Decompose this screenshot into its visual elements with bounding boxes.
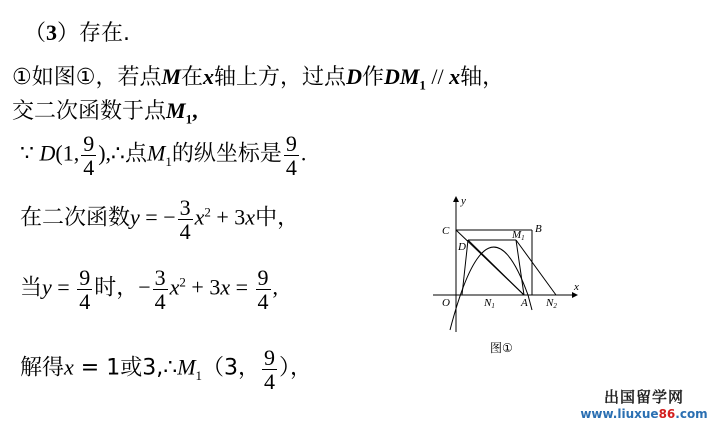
label-O: O — [442, 297, 450, 309]
denominator: 4 — [83, 155, 95, 181]
text-span: = — [230, 274, 254, 300]
var-x: x — [203, 64, 215, 89]
numerator: 3 — [154, 265, 166, 290]
subscript: 1 — [195, 368, 203, 384]
url-part: www.liuxue — [580, 407, 659, 421]
var-M: M — [147, 140, 166, 166]
fraction-9-4 — [284, 132, 299, 179]
text-line-4 — [20, 132, 306, 179]
denominator: 4 — [257, 289, 269, 315]
section-heading — [24, 16, 130, 47]
var-x: x — [220, 274, 231, 300]
heading-number: 3 — [46, 20, 58, 45]
var-M: M — [161, 64, 182, 89]
fraction-9-4 — [77, 266, 92, 313]
label-N1: N1 — [484, 297, 495, 310]
denominator: 4 — [79, 289, 91, 315]
label-A: A — [521, 297, 528, 309]
superscript: 2 — [204, 204, 211, 220]
text-span: 的纵坐标是 — [171, 141, 282, 167]
text-span: 在 — [181, 65, 204, 90]
heading-text: 存在. — [79, 21, 131, 46]
superscript: 2 — [179, 274, 186, 290]
numerator: 9 — [79, 265, 91, 290]
text-span: = − — [139, 204, 176, 230]
var-y: y — [130, 204, 140, 230]
watermark-url — [574, 407, 714, 421]
var-D: D — [346, 64, 362, 89]
text-span: 轴上方，过点 — [214, 65, 347, 90]
denominator: 4 — [154, 289, 166, 315]
numerator: 9 — [285, 131, 297, 156]
denominator: 4 — [285, 155, 297, 181]
comma: , — [272, 274, 279, 300]
text-span: 交二次函数于点 — [12, 99, 167, 124]
text-line-6 — [20, 266, 278, 313]
var-x: x — [245, 204, 256, 230]
figure-caption: 图① — [490, 341, 513, 355]
label-B: B — [535, 223, 542, 235]
var-M: M — [166, 98, 186, 123]
subscript: 1 — [165, 154, 172, 170]
text-span: 轴， — [460, 65, 505, 90]
numerator: 9 — [257, 265, 269, 290]
var-x: x — [64, 354, 74, 380]
denominator: 4 — [179, 219, 191, 245]
var-D: D — [39, 140, 56, 166]
text-span: 时， — [94, 275, 139, 301]
text-span: 如图①，若点 — [31, 65, 162, 90]
therefore-symbol: ∴ — [163, 354, 178, 380]
var-y: y — [42, 274, 52, 300]
label-D: D — [458, 241, 466, 253]
var-DM: DM — [383, 64, 420, 89]
text-span: 作 — [361, 65, 384, 90]
fraction-3-4 — [178, 196, 193, 243]
heading-open-paren: （ — [24, 21, 47, 46]
text-line-2 — [12, 60, 504, 93]
text-span: = 1或3, — [73, 355, 164, 381]
text-span: ）， — [279, 355, 313, 381]
var-x: x — [449, 64, 461, 89]
text-span: 中， — [255, 205, 300, 231]
text-line-7 — [20, 346, 312, 393]
subscript: 1 — [185, 111, 193, 127]
numerator: 3 — [179, 195, 191, 220]
text-span: = — [51, 274, 76, 300]
label-N2: N2 — [546, 297, 557, 310]
parallel-symbol: // — [425, 64, 450, 89]
minus-sign: − — [138, 274, 151, 300]
text-span: 解得 — [20, 355, 65, 381]
heading-close-paren: ） — [57, 21, 80, 46]
fraction-9-4 — [81, 132, 96, 179]
text-span: （3， — [202, 355, 261, 381]
circled-one: ① — [12, 65, 32, 90]
var-M: M — [177, 354, 196, 380]
fraction-9-4 — [256, 266, 271, 313]
label-y: y — [461, 195, 466, 207]
segment-M1N2 — [516, 240, 556, 295]
text-span: (1, — [55, 140, 80, 166]
subscript: 1 — [419, 77, 426, 93]
text-line-3 — [12, 94, 198, 127]
y-axis-arrow — [453, 196, 459, 202]
var-x: x — [169, 274, 180, 300]
text-span: 当 — [20, 275, 43, 301]
because-symbol: ∵ — [20, 140, 34, 166]
denominator: 4 — [264, 369, 276, 395]
therefore-text: ∴点 — [111, 141, 148, 167]
fraction-3-4 — [153, 266, 168, 313]
parabola-figure — [428, 192, 598, 362]
numerator: 9 — [264, 345, 276, 370]
url-part: .com — [675, 407, 708, 421]
label-M1: M1 — [512, 229, 525, 242]
text-span: ), — [98, 140, 112, 166]
label-C: C — [442, 225, 450, 237]
segment-M1A — [516, 240, 524, 295]
fraction-9-4 — [262, 346, 277, 393]
text-span: + 3 — [185, 274, 221, 300]
watermark-logo — [574, 386, 714, 421]
period: . — [300, 140, 307, 166]
comma: , — [192, 98, 198, 123]
label-x: x — [574, 281, 579, 293]
url-part: 86 — [658, 407, 676, 421]
var-x: x — [194, 204, 205, 230]
numerator: 9 — [83, 131, 95, 156]
text-span: 在二次函数 — [20, 205, 131, 231]
watermark-title: 出国留学网 — [603, 388, 684, 406]
text-line-5 — [20, 196, 299, 243]
text-span: + 3 — [210, 204, 246, 230]
